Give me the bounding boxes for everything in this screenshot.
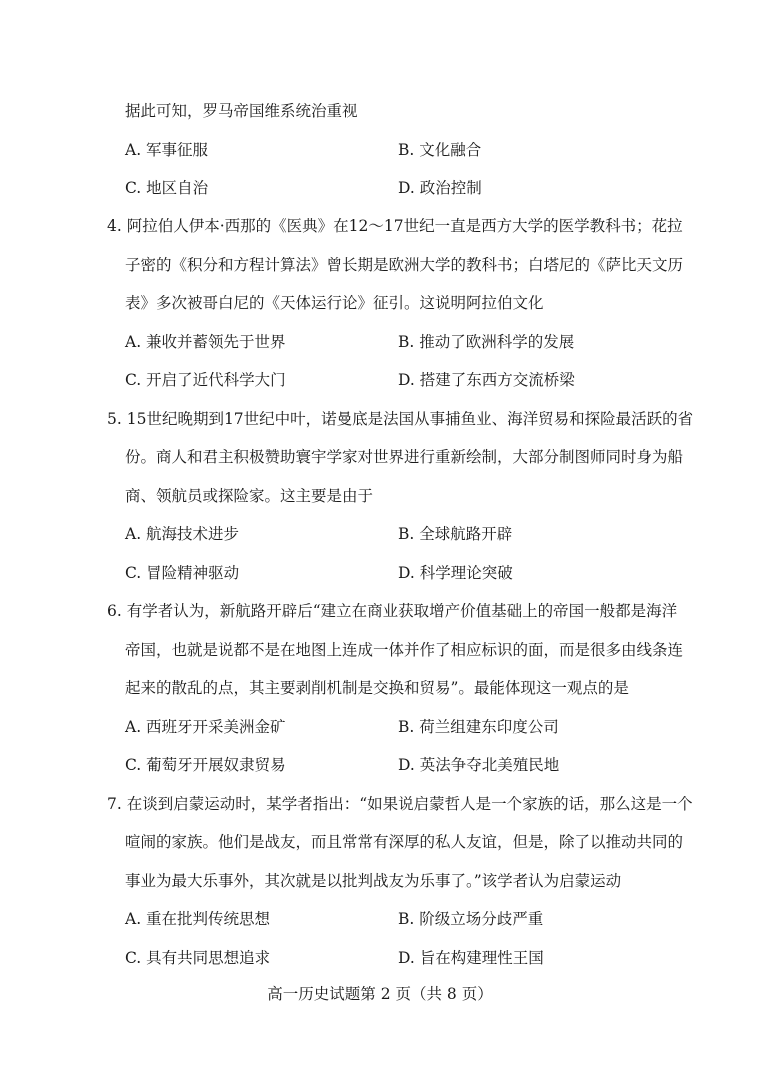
q4-option-d: D. 搭建了东西方交流桥梁 <box>398 371 575 389</box>
q6-option-b: B. 荷兰组建东印度公司 <box>398 718 559 736</box>
q4-option-c: C. 开启了近代科学大门 <box>125 371 286 389</box>
q6-stem-line-1: 6. 有学者认为，新航路开辟后“建立在商业获取增产价值基础上的帝国一般都是海洋 <box>107 602 678 620</box>
q4-stem-line-3: 表》多次被哥白尼的《天体运行论》征引。这说明阿拉伯文化 <box>125 294 544 312</box>
q7-stem-line-2: 喧闹的家族。他们是战友，而且常常有深厚的私人友谊，但是，除了以推动共同的 <box>125 833 684 851</box>
q7-option-c: C. 具有共同思想追求 <box>125 949 271 967</box>
q5-option-c: C. 冒险精神驱动 <box>125 564 240 582</box>
q3-option-a: A. 军事征服 <box>125 141 209 159</box>
q4-stem-line-2: 子密的《积分和方程计算法》曾长期是欧洲大学的教科书；白塔尼的《萨比天文历 <box>125 256 684 274</box>
q6-stem-line-2: 帝国，也就是说都不是在地图上连成一体并作了相应标识的面，而是很多由线条连 <box>125 641 684 659</box>
intro-line: 据此可知，罗马帝国维系统治重视 <box>125 102 358 120</box>
q7-option-d: D. 旨在构建理性王国 <box>398 949 544 967</box>
q5-option-a: A. 航海技术进步 <box>125 525 240 543</box>
q5-stem-line-3: 商、领航员或探险家。这主要是由于 <box>125 487 374 505</box>
q3-option-c: C. 地区自治 <box>125 179 209 197</box>
q5-stem-line-2: 份。商人和君主积极赞助寰宇学家对世界进行重新绘制，大部分制图师同时身为船 <box>125 448 684 466</box>
q4-stem-line-1: 4. 阿拉伯人伊本·西那的《医典》在12～17世纪一直是西方大学的医学教科书；花拉 <box>107 217 683 235</box>
q4-option-b: B. 推动了欧洲科学的发展 <box>398 333 575 351</box>
q3-option-d: D. 政治控制 <box>398 179 482 197</box>
q7-stem-line-3: 事业为最大乐事外，其次就是以批判战友为乐事了。”该学者认为启蒙运动 <box>125 872 622 890</box>
q5-option-d: D. 科学理论突破 <box>398 564 513 582</box>
q7-option-a: A. 重在批判传统思想 <box>125 910 271 928</box>
q7-stem-line-1: 7. 在谈到启蒙运动时，某学者指出：“如果说启蒙哲人是一个家族的话，那么这是一个 <box>107 795 693 813</box>
q6-option-d: D. 英法争夺北美殖民地 <box>398 756 560 774</box>
q4-option-a: A. 兼收并蓄领先于世界 <box>125 333 286 351</box>
page-footer: 高一历史试题第 2 页（共 8 页） <box>267 985 493 1003</box>
q5-stem-line-1: 5. 15世纪晚期到17世纪中叶，诺曼底是法国从事捕鱼业、海洋贸易和探险最活跃的省 <box>107 410 694 428</box>
q6-stem-line-3: 起来的散乱的点，其主要剥削机制是交换和贸易”。最能体现这一观点的是 <box>125 679 629 697</box>
q6-option-a: A. 西班牙开采美洲金矿 <box>125 718 286 736</box>
q5-option-b: B. 全球航路开辟 <box>398 525 513 543</box>
q3-option-b: B. 文化融合 <box>398 141 482 159</box>
q7-option-b: B. 阶级立场分歧严重 <box>398 910 544 928</box>
q6-option-c: C. 葡萄牙开展奴隶贸易 <box>125 756 286 774</box>
